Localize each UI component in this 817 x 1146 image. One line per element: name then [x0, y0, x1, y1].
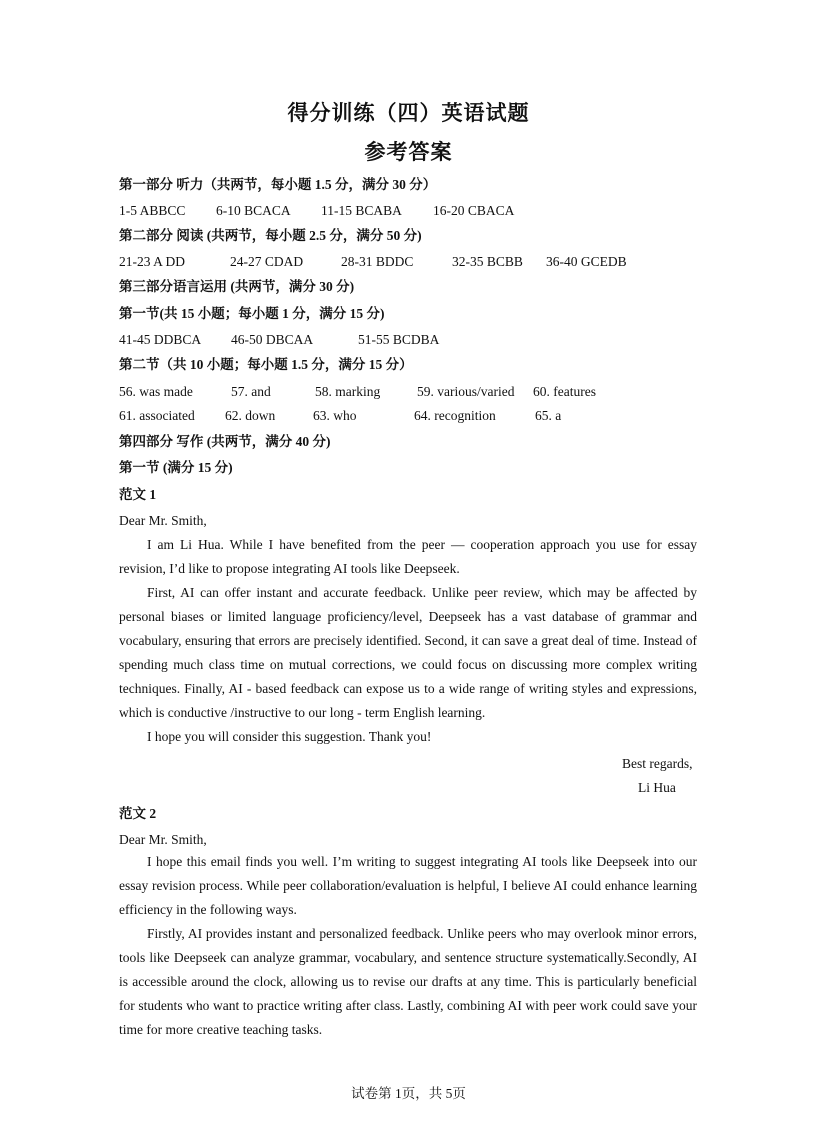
sample1-paragraph-2: First, AI can offer instant and accurate feedback. Unlike peer review, which may be affected by personal biases or limited language proficiency/level, Deepseek has a vast database of grammar and vocabulary, ensuring that errors are precisely identified. Second, it can save a great deal of time. Instead of spending much class time on mutual corrections, we could focus on discussing more complex writing techniques. Finally, AI - based feedback can expose us to a wide range of writing styles and expressions, which is conductive /instructive to our long - term English learning.: [119, 585, 697, 720]
sample1-signature: Li Hua: [638, 780, 676, 795]
sample1-greeting: Dear Mr. Smith,: [119, 513, 207, 528]
part3-section1-heading: 第一节(共 15 小题；每小题 1 分，满分 15 分): [119, 306, 385, 321]
answer-item: 59. various/varied: [417, 384, 515, 399]
part2-heading: 第二部分 阅读 (共两节，每小题 2.5 分，满分 50 分): [119, 228, 422, 243]
answer-item: 65. a: [535, 408, 562, 423]
sample2-label: 范文 2: [119, 806, 157, 821]
answer-group: 24-27 CDAD: [230, 254, 304, 269]
sample1-closing: Best regards,: [622, 756, 693, 771]
answer-group: 1-5 ABBCC: [119, 203, 186, 218]
answer-group: 16-20 CBACA: [433, 203, 515, 218]
answer-group: 46-50 DBCAA: [231, 332, 314, 347]
sample1-paragraph-1: I am Li Hua. While I have benefited from the peer — cooperation approach you use for essay revision, I’d like to propose integrating AI tools like Deepseek.: [119, 537, 697, 576]
page-title: 得分训练（四）英语试题: [287, 101, 530, 125]
answer-group: 32-35 BCBB: [452, 254, 523, 269]
answer-group: 51-55 BCDBA: [358, 332, 440, 347]
part4-heading: 第四部分 写作 (共两节，满分 40 分): [119, 434, 331, 449]
answer-item: 63. who: [313, 408, 357, 423]
sample1-label: 范文 1: [119, 487, 157, 502]
answer-group: 36-40 GCEDB: [546, 254, 627, 269]
page-subtitle: 参考答案: [364, 140, 453, 164]
sample2-greeting: Dear Mr. Smith,: [119, 832, 207, 847]
answer-item: 57. and: [231, 384, 271, 399]
answer-group: 6-10 BCACA: [216, 203, 291, 218]
sample2-paragraph-1: I hope this email finds you well. I’m writing to suggest integrating AI tools like Deepseek into our essay revision process. While peer collaboration/evaluation is helpful, I believe AI could enhance learning efficiency in the following ways.: [119, 854, 697, 917]
answer-item: 60. features: [533, 384, 596, 399]
answer-item: 61. associated: [119, 408, 195, 423]
answer-group: 41-45 DDBCA: [119, 332, 202, 347]
sample2-paragraph-2: Firstly, AI provides instant and personalized feedback. Unlike peers who may overlook minor errors, tools like Deepseek can analyze grammar, vocabulary, and sentence structure systematically.Secondly, AI is accessible around the clock, allowing us to revise our drafts at any time. This is particularly beneficial for students who want to practice writing after class. Lastly, combining AI with peer work could save your time for more creative teaching tasks.: [119, 926, 697, 1037]
part1-heading: 第一部分 听力（共两节，每小题 1.5 分，满分 30 分）: [119, 177, 437, 192]
answer-group: 21-23 A DD: [119, 254, 186, 269]
part3-heading: 第三部分语言运用 (共两节，满分 30 分): [119, 279, 355, 294]
answer-group: 28-31 BDDC: [341, 254, 414, 269]
part3-section2-heading: 第二节（共 10 小题；每小题 1.5 分，满分 15 分）: [119, 357, 413, 372]
answer-item: 58. marking: [315, 384, 381, 399]
answer-item: 56. was made: [119, 384, 193, 399]
sample1-paragraph-3: I hope you will consider this suggestion. Thank you!: [147, 729, 432, 744]
answer-item: 64. recognition: [414, 408, 496, 423]
answer-group: 11-15 BCABA: [321, 203, 402, 218]
page-footer: 试卷第 1页，共 5页: [351, 1086, 466, 1101]
answer-item: 62. down: [225, 408, 276, 423]
part4-section1-heading: 第一节 (满分 15 分): [119, 460, 233, 475]
